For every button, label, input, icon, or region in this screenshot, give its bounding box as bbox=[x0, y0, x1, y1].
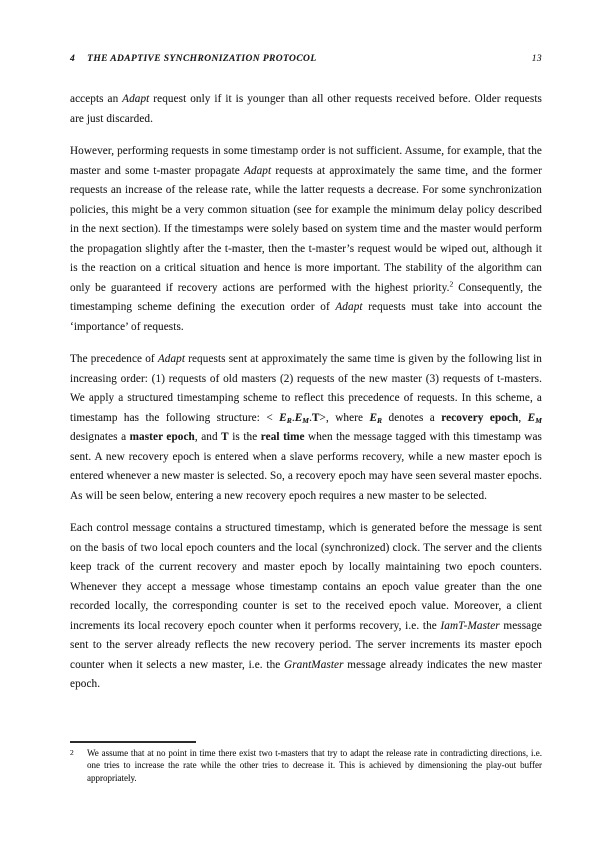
text-segment: E bbox=[294, 411, 303, 424]
text-segment: R bbox=[286, 415, 292, 425]
footnote-body bbox=[70, 747, 542, 785]
running-header-left bbox=[70, 54, 317, 64]
text-segment: 2 bbox=[449, 278, 454, 288]
paragraph: The precedence of Adapt requests sent at approximately the same time is given by the following list in increasing order: (1) requests of old masters (2) requests of the new master (3) requests of t-masters. We apply a structured timestamping scheme to reflect this precedence of requests. In this scheme, a timestamp has the following structure: < $E_R.E_M.T>$, where $E_R$ denotes a recovery epoch, $E_M$ designates a master epoch, and T is the real time when the message tagged with this timestamp was sent. A new recovery epoch is entered when a slave performs recovery, while a new master epoch is entered whenever a new master is selected. So, a recovery epoch may have seen several master epochs. As will be seen below, entering a new recovery epoch requires a new master to be selected. bbox=[70, 353, 543, 502]
text-segment: E bbox=[369, 411, 378, 424]
footnote-rule bbox=[70, 741, 196, 743]
text-segment: recovery epoch bbox=[441, 411, 519, 424]
text-segment: master epoch bbox=[129, 431, 195, 443]
text-segment: M bbox=[535, 415, 542, 425]
text-segment: T bbox=[311, 411, 320, 424]
running-header bbox=[70, 54, 542, 64]
text-segment: M bbox=[302, 415, 310, 425]
text-segment: IamT-Master bbox=[440, 619, 500, 632]
paragraph: Each control message contains a structured timestamp, which is generated before the message is sent on the basis of two local epoch counters and the local (synchronized) clock. The server and the clients keep track of the current recovery and master epoch by locally maintaining two epoch counters. Whenever they accept a message whose timestamp contains an epoch value greater than the one recorded locally, the corresponding counter is set to the received epoch value. Moreover, a client increments its local recovery epoch counter when it performs recovery, i.e. the IamT-Master message sent to the server already reflects the new recovery period. The server increments its master epoch counter when it selects a new master, i.e. the GrantMaster message already indicates the new master epoch. bbox=[70, 522, 542, 690]
footnote-number: 2 bbox=[70, 748, 74, 757]
text-segment: R bbox=[377, 415, 383, 425]
text-segment: T bbox=[221, 431, 229, 443]
footnote-text: We assume that at no point in time there exist two t-masters that try to adapt the release rate in contradicting directions, i.e. one tries to increase the rate while the other tries to decrease it. This is achieved by dimensioning the play-out buffer appropriately. bbox=[87, 747, 542, 783]
page-number: 13 bbox=[531, 54, 542, 64]
paragraph: accepts an Adapt request only if it is younger than all other requests received before. Older requests are just discarded. bbox=[70, 93, 542, 125]
text-segment: Adapt bbox=[157, 353, 186, 365]
text-segment: real time bbox=[260, 431, 305, 443]
text-segment: Adapt bbox=[335, 301, 363, 313]
section-title: THE ADAPTIVE SYNCHRONIZATION PROTOCOL bbox=[87, 54, 317, 64]
text-segment: E bbox=[527, 411, 536, 424]
footnote bbox=[70, 741, 542, 784]
text-segment: GrantMaster bbox=[284, 658, 344, 671]
text-segment: Adapt bbox=[243, 164, 272, 177]
text-segment: Adapt bbox=[122, 93, 150, 105]
page-body bbox=[70, 90, 542, 708]
text-segment: E bbox=[279, 411, 287, 424]
section-number: 4 bbox=[70, 54, 76, 64]
paragraph: However, performing requests in some timestamp order is not sufficient. Assume, for example, that the master and some t-master propagate Adapt requests at approximately the same time, and the former requests an increase of the release rate, while the latter requests a decrease. For some synchronization policies, this might be a very common situation (see for example the minimum delay policy described in the next section). If the timestamps were solely based on system time and the master would perform the propagation slightly after the t-master, then the t-master’s request would be wiped out, although it is the reaction on a critical situation and hence is more important. The stability of the algorithm can only be guaranteed if recovery actions are performed with the highest priority.$^2$ Consequently, the timestamping scheme defining the execution order of Adapt requests must take into account the ‘importance’ of requests. bbox=[70, 145, 542, 333]
